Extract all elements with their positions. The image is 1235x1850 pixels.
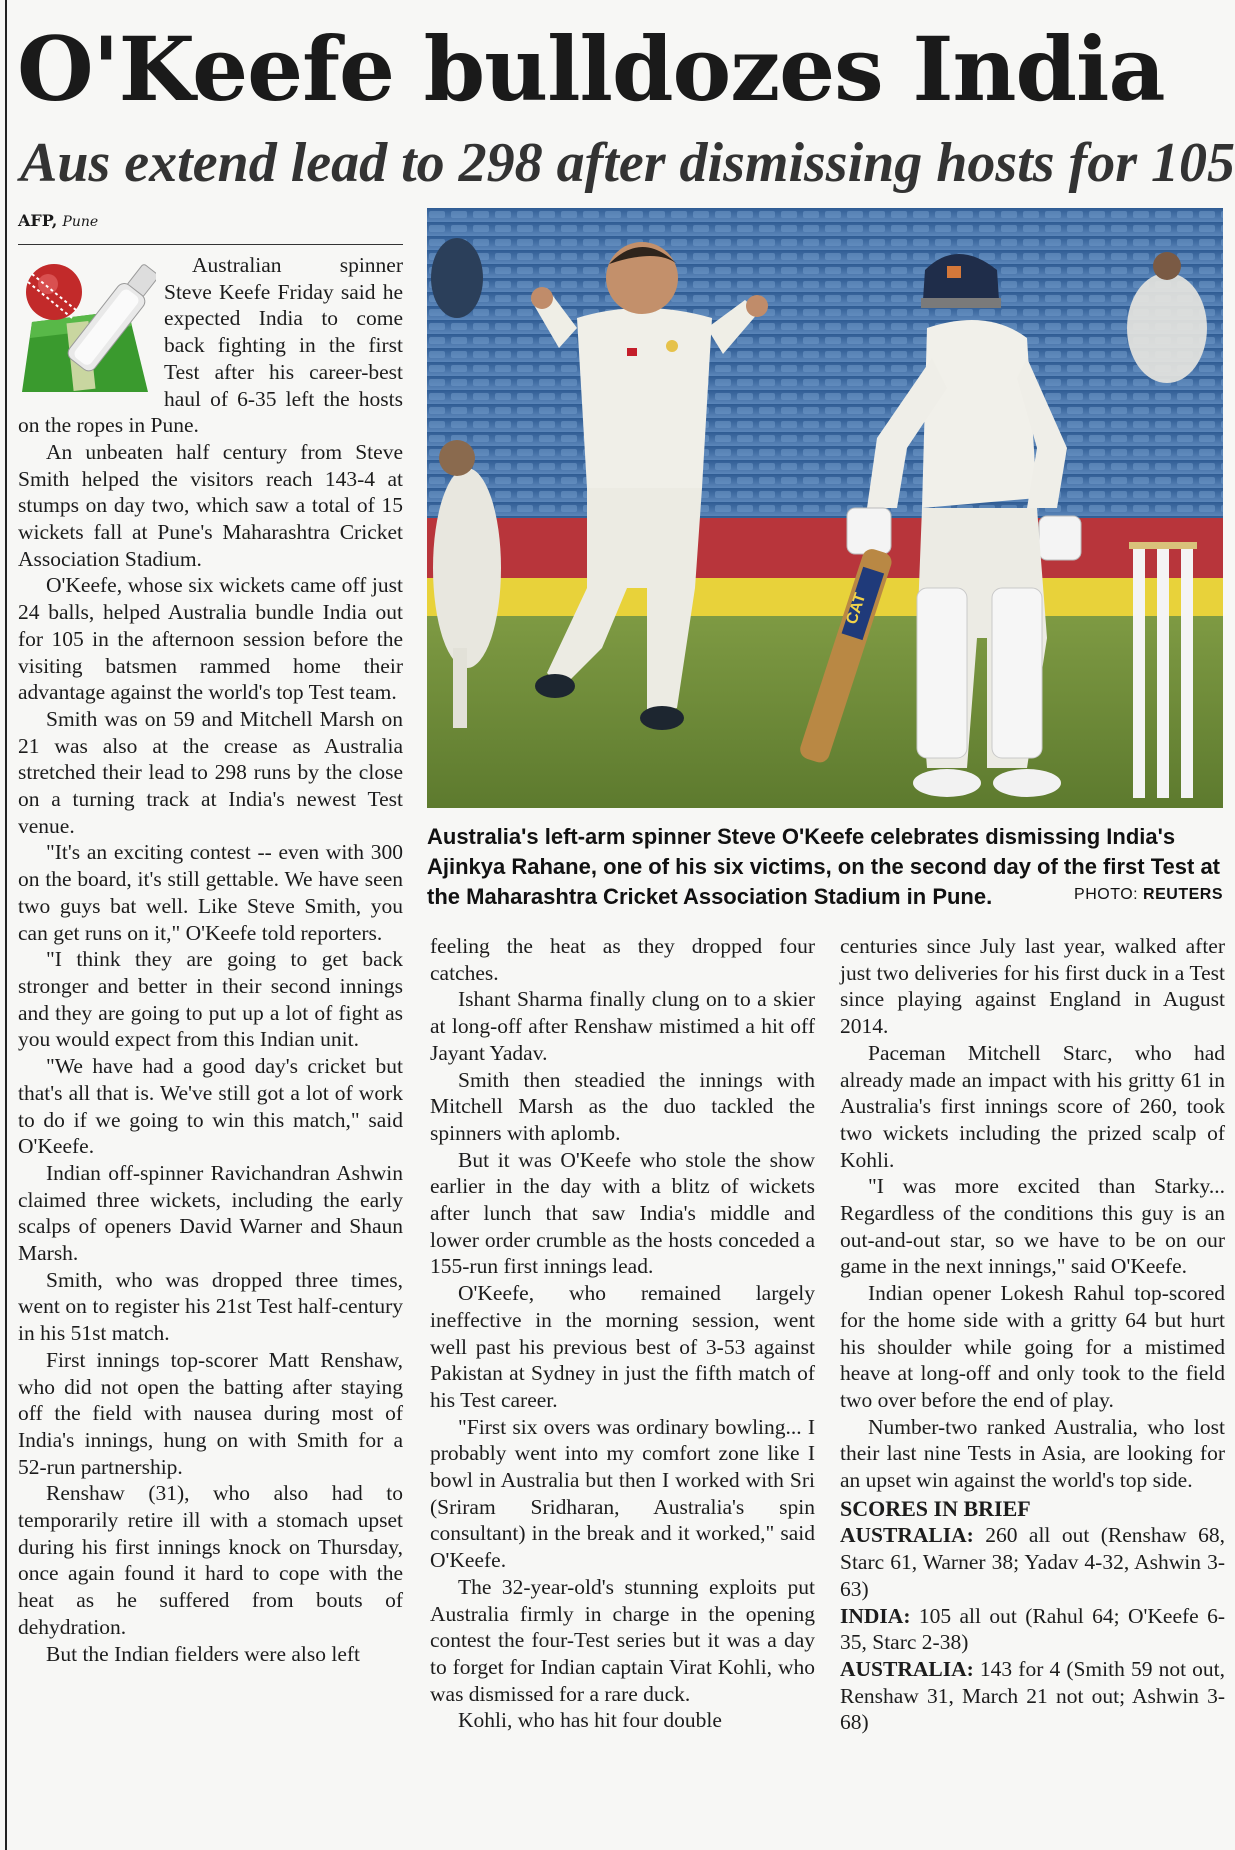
article-column-1	[18, 252, 403, 1827]
paragraph: O'Keefe, who remained largely ineffective in the morning session, went well past his previous best of 3-53 against Pakistan at Sydney in just the fifth match of his Test career.	[430, 1281, 815, 1412]
paragraph: But the Indian fielders were also left	[46, 1641, 361, 1666]
article-column-3	[840, 933, 1225, 1833]
cricket-ball-bat-icon	[18, 252, 156, 402]
paragraph: Paceman Mitchell Starc, who had already made an impact with his gritty 61 in Australia's first innings score of 260, took two wickets including the prized scalp of Kohli.	[840, 1040, 1225, 1172]
headline: O'Keefe bulldozes India	[17, 17, 1165, 121]
paragraph: "First six overs was ordinary bowling... I probably went into my comfort zone like I bowl in Australia but then I worked with Sri (Sriram Sridharan, Australia's spin consultant) in the break and it worked," said O'Keefe.	[430, 1414, 815, 1573]
paragraph: But it was O'Keefe who stole the show earlier in the day with a blitz of wickets after lunch that saw India's middle and lower order crumble as the hosts conceded a 155-run first innings lead.	[430, 1147, 815, 1279]
article-column-2	[430, 933, 815, 1833]
photo-credit-source: REUTERS	[1143, 886, 1223, 903]
paragraph: First innings top-scorer Matt Renshaw, who did not open the batting after staying off the field with nausea during most of India's innings, hung on with Smith for a 52-run partnership.	[18, 1347, 403, 1479]
score-team: AUSTRALIA:	[840, 1656, 974, 1681]
byline-place: Pune	[62, 214, 99, 230]
paragraph: The 32-year-old's stunning exploits put Australia firmly in charge in the opening contest the four-Test series but it was a day to forget for Indian captain Virat Kohli, who was dismissed for a rare duck.	[430, 1574, 815, 1706]
paragraph: "It's an exciting contest -- even with 300 on the board, it's still gettable. We have seen two guys bat well. Like Steve Smith, you can get runs on it," O'Keefe told reporters.	[18, 840, 403, 945]
photo-caption-text: Australia's left-arm spinner Steve O'Keefe celebrates dismissing India's Ajinkya Rahane, one of his six victims, on the second day of the first Test at the Maharashtra Cricket Association Stadium in Pune.	[427, 824, 1220, 909]
byline	[18, 210, 98, 233]
paragraph: Australian spinner Steve Keefe Friday said he expected India to come back fighting in the first Test after his career-best haul of 6-35 left the hosts on the ropes in Pune.	[18, 253, 403, 438]
paragraph: Indian opener Lokesh Rahul top-scored for the home side with a gritty 64 but hurt his shoulder while going for a mistimed heave at long-off and only took to the field two over before the end of play.	[840, 1281, 1225, 1412]
score-detail: 260 all out (Renshaw 68, Starc 61, Warner 38; Yadav 4-32, Ashwin 3-63)	[840, 1523, 1225, 1601]
byline-divider	[18, 244, 403, 245]
score-line	[840, 1522, 1225, 1602]
paragraph: An unbeaten half century from Steve Smith helped the visitors reach 143-4 at stumps on day two, which saw a total of 15 wickets fall at Pune's Maharashtra Cricket Association Stadium.	[18, 439, 403, 571]
paragraph: Indian off-spinner Ravichandran Ashwin claimed three wickets, including the early scalps of openers David Warner and Shaun Marsh.	[18, 1160, 403, 1266]
bat-sticker-text: CAT	[843, 591, 870, 627]
subheadline: Aus extend lead to 298 after dismissing hosts for 105	[20, 132, 1235, 194]
paragraph: "I was more excited than Starky... Regardless of the conditions this guy is an out-and-out star, so we have to be on our game in the next innings," said O'Keefe.	[840, 1174, 1225, 1279]
paragraph: Smith then steadied the innings with Mitchell Marsh as the duo tackled the spinners with aplomb.	[430, 1067, 815, 1145]
paragraph: centuries since July last year, walked after just two deliveries for his first duck in a Test since playing against England in August 2014.	[840, 934, 1225, 1039]
paragraph: Smith was on 59 and Mitchell Marsh on 21 was also at the crease as Australia stretched their lead to 298 runs by the close on a turning track at India's newest Test venue.	[18, 706, 403, 838]
paragraph: "We have had a good day's cricket but that's all that is. We've still got a lot of work to do if we going to win this match," said O'Keefe.	[18, 1054, 403, 1159]
byline-agency: AFP,	[18, 211, 58, 230]
paragraph: Number-two ranked Australia, who lost their last nine Tests in Asia, are looking for an upset win against the world's top side.	[840, 1414, 1225, 1493]
score-detail: 143 for 4 (Smith 59 not out, Renshaw 31, March 21 not out; Ashwin 3-68)	[840, 1656, 1225, 1735]
photo-credit-label: PHOTO:	[1074, 886, 1139, 903]
scores-heading: SCORES IN BRIEF	[840, 1495, 1031, 1521]
score-line	[840, 1603, 1225, 1656]
news-photo	[427, 208, 1223, 808]
paragraph: O'Keefe, whose six wickets came off just 24 balls, helped Australia bundle India out for 105 in the afternoon session before the visiting batsmen rammed home their advantage against the world's top Test team.	[18, 573, 403, 705]
score-team: AUSTRALIA:	[840, 1523, 974, 1548]
paragraph: Renshaw (31), who also had to temporarily retire ill with a stomach upset during his first innings knock on Thursday, once again found it hard to cope with the heat as he suffered from bouts of dehydration.	[18, 1481, 403, 1639]
photo-credit	[1074, 880, 1223, 910]
paragraph: feeling the heat as they dropped four catches.	[430, 934, 815, 985]
score-line	[840, 1656, 1225, 1736]
score-detail: 105 all out (Rahul 64; O'Keefe 6-35, Starc 2-38)	[840, 1603, 1226, 1655]
page-left-rule	[5, 0, 7, 1850]
score-team: INDIA:	[840, 1603, 911, 1628]
paragraph: Ishant Sharma finally clung on to a skier at long-off after Renshaw mistimed a hit off Jayant Yadav.	[430, 987, 815, 1065]
paragraph: "I think they are going to get back stronger and better in their second innings and they are going to put up a lot of fight as you would expect from this Indian unit.	[18, 947, 403, 1052]
photo-caption	[427, 822, 1223, 912]
paragraph: Kohli, who has hit four double	[458, 1708, 722, 1733]
paragraph: Smith, who was dropped three times, went on to register his 21st Test half-century in his 51st match.	[18, 1267, 403, 1346]
